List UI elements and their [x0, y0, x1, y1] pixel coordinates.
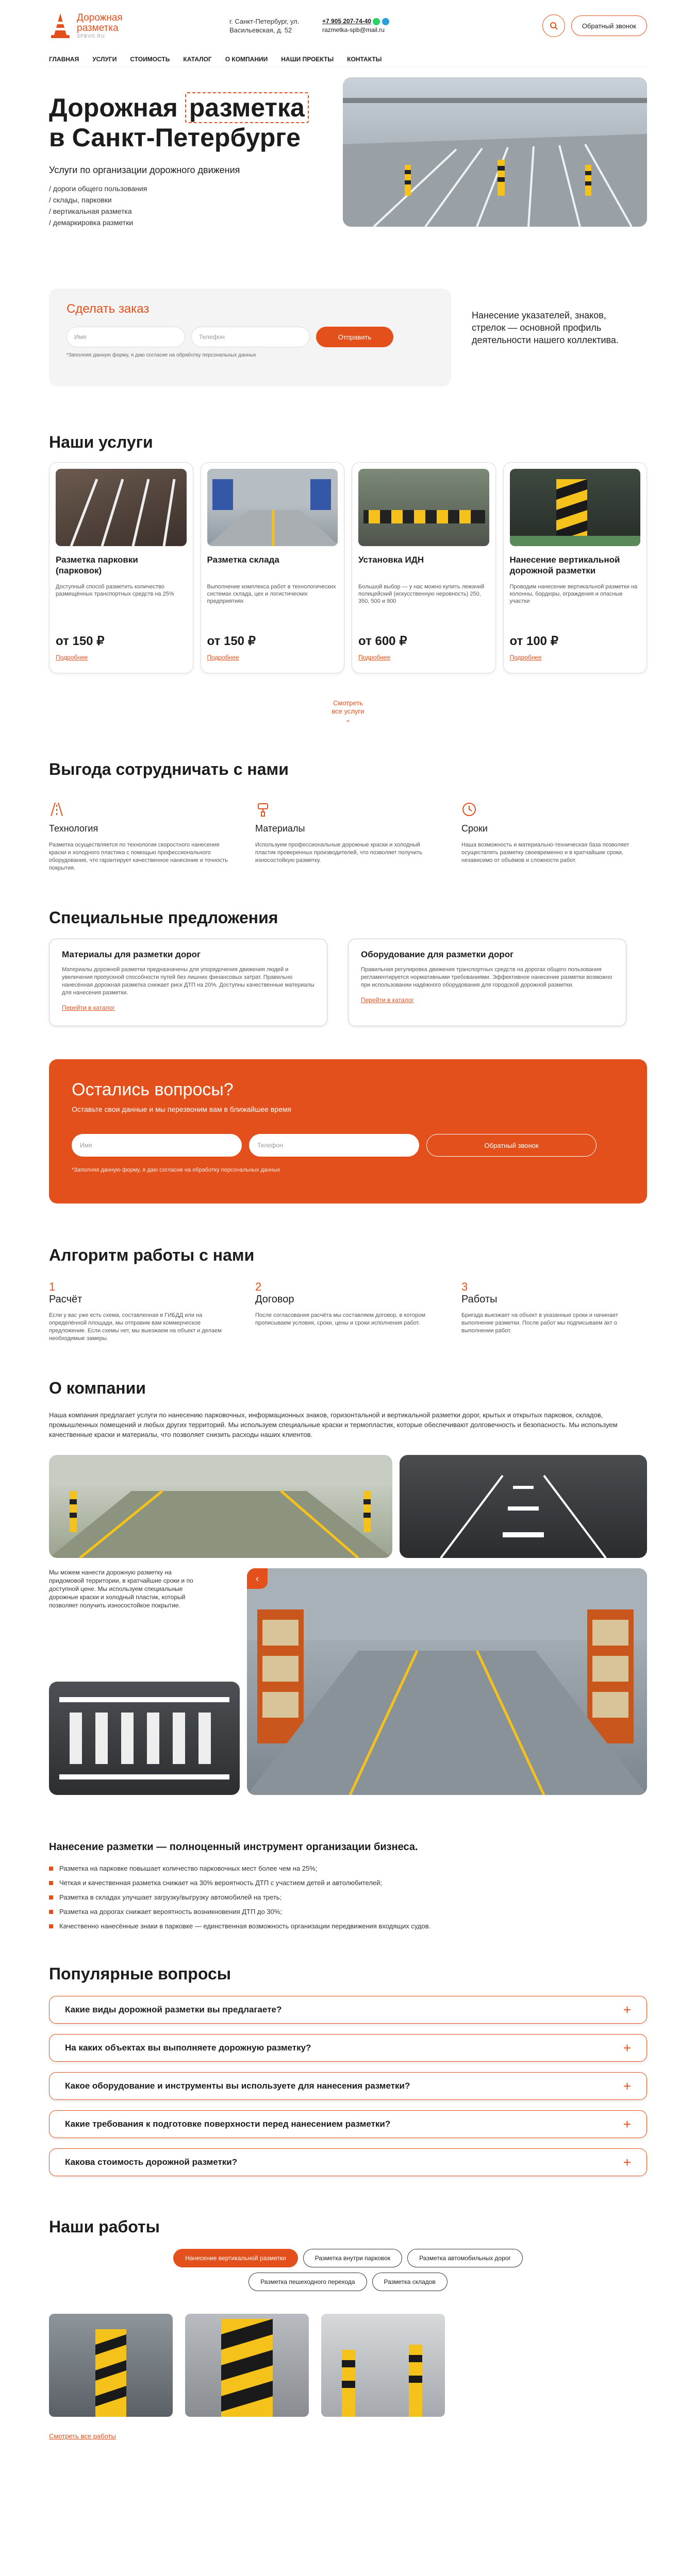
features-title: Нанесение разметки — полноценный инструмент организации бизнеса. [49, 1841, 418, 1853]
algo-step [49, 1280, 235, 1343]
service-card[interactable] [201, 462, 345, 673]
nav-prices[interactable]: СТОИМОСТЬ [130, 55, 170, 63]
questions-form [49, 1059, 647, 1204]
questions-phone-input[interactable]: Телефон [249, 1134, 419, 1157]
service-more-link[interactable]: Подробнее [358, 654, 391, 661]
step-desc: Если у вас уже есть схема, составленная в ГИБДД или на определённой площади, мы отправим вам коммерческое предложение. Если схемы нет, мы выезжаем на объект и делаем необходимые замеры. [49, 1312, 222, 1342]
show-all-services[interactable]: Смотреть все услуги ⌄ [49, 699, 647, 724]
service-card[interactable] [352, 462, 496, 673]
service-title: Разметка склада [207, 555, 279, 565]
search-button[interactable] [542, 14, 565, 37]
works-tab[interactable]: Разметка пешеходного перехода [248, 2273, 367, 2291]
works-title: Наши работы [49, 2217, 160, 2236]
benefit-title: Технология [49, 823, 98, 834]
works-tab[interactable]: Разметка складов [372, 2273, 448, 2291]
nav-contacts[interactable]: КОНТАКТЫ [347, 55, 382, 63]
paint-brush-icon [255, 802, 441, 820]
service-more-link[interactable]: Подробнее [207, 654, 239, 661]
search-icon [550, 22, 558, 30]
main-nav [49, 52, 647, 67]
service-desc: Выполнение комплекса работ в технологических системах склада, цех и логистических предприятиях [207, 584, 336, 604]
service-price: от 100 ₽ [509, 634, 558, 648]
service-price: от 150 ₽ [56, 634, 105, 648]
service-price: от 150 ₽ [207, 634, 256, 648]
offers-title: Специальные предложения [49, 908, 278, 927]
nav-projects[interactable]: НАШИ ПРОЕКТЫ [281, 55, 334, 63]
algo-steps [49, 1280, 647, 1343]
offer-desc: Материалы дорожной разметки предназначены для упорядочения движения людей и увеличения пропускной способности путей без лишних финансовых затрат. Правильно нанесённая дорожная разметка снижает риск ДТП на 20%. Доступны качественные материалы для нанесения разметки. [62, 967, 314, 996]
bullet-icon [49, 1881, 53, 1885]
features [49, 1841, 647, 1934]
work-photo[interactable] [49, 2314, 173, 2417]
about-photo [49, 1455, 392, 1558]
order-submit-button[interactable]: Отправить [316, 327, 393, 347]
benefit-desc: Используем профессиональные дорожные краски и холодный пластик проверенных производителей, что позволяет получить износостойкую разметку. [255, 842, 422, 863]
offer-card [49, 939, 327, 1026]
benefit-item [255, 802, 441, 872]
faq-item[interactable]: Какое оборудование и инструменты вы используете для нанесения разметки? + [49, 2072, 647, 2100]
header [49, 0, 647, 52]
nav-about[interactable]: О КОМПАНИИ [225, 55, 268, 63]
about-overlay-text: Мы можем нанести дорожную разметку на придомовой территории, в кратчайшие сроки и по доступной цене. Мы используем специальные дорожные краски и холодный пластик, который позволяет получить износостойкое покрытие. [49, 1569, 193, 1609]
benefit-item [461, 802, 647, 872]
offer-card [348, 939, 626, 1026]
social-icons [373, 18, 389, 25]
hero-list [49, 183, 338, 228]
faq-item[interactable]: Какие требования к подготовке поверхности перед нанесением разметки? + [49, 2110, 647, 2138]
works-tab[interactable]: Разметка автомобильных дорог [407, 2249, 523, 2267]
algo-step [255, 1280, 441, 1343]
bullet-icon [49, 1910, 53, 1914]
benefit-desc: Наша возможность и материально-техническая база позволяет осуществлять разметку своевременно и в кратчайшие сроки, независимо от объёмов и сложности работ. [461, 842, 629, 863]
service-image [207, 469, 338, 546]
nav-home[interactable]: ГЛАВНАЯ [49, 55, 79, 63]
order-note: *Заполняя данную форму, я даю согласие на обработку персональных данных [67, 352, 256, 358]
faq-title: Популярные вопросы [49, 1964, 231, 1983]
works-tabs [137, 2249, 559, 2291]
about-text: Наша компания предлагает услуги по нанесению парковочных, информационных знаков, горизонтальной и вертикальной разметки дорог, крытых и открытых парковок, складов, промышленных помещений и любых других территорий. Мы используем специальные краски и термопластик, которые обеспечивают долговечность и безопасность. Мы используем качественные краски и материалы, что позволяет снизить расходы наших клиентов. [49, 1411, 618, 1438]
plus-icon: + [623, 2154, 631, 2170]
step-number: 3 [461, 1280, 468, 1293]
feature-item: Разметка на парковке повышает количество парковочных мест более чем на 25%; [49, 1861, 647, 1876]
offer-title: Оборудование для разметки дорог [361, 950, 514, 959]
offers [49, 939, 647, 1026]
step-title: Договор [255, 1294, 294, 1305]
faq-item[interactable]: Какие виды дорожной разметки вы предлагаете? + [49, 1996, 647, 2024]
algo-step [461, 1280, 647, 1343]
about-photo [49, 1682, 240, 1795]
services-title: Наши услуги [49, 433, 153, 451]
algo-title: Алгоритм работы с нами [49, 1246, 255, 1264]
phone-link[interactable]: +7 905 207-74-40 [322, 18, 372, 25]
order-name-input[interactable]: Имя [67, 327, 185, 347]
about-photo [400, 1455, 647, 1558]
hero-list-item: / вертикальная разметка [49, 207, 132, 215]
service-image [510, 469, 641, 546]
feature-item: Разметка в складах улучшает загрузку/выгрузку автомобилей на треть; [49, 1890, 647, 1905]
order-title: Сделать заказ [67, 302, 150, 316]
offer-catalog-link[interactable]: Перейти в каталог [62, 1004, 115, 1011]
offer-title: Материалы для разметки дорог [62, 950, 201, 959]
service-card[interactable] [49, 462, 193, 673]
offer-catalog-link[interactable]: Перейти в каталог [361, 996, 414, 1004]
clock-icon [461, 802, 647, 820]
service-image [358, 469, 489, 546]
about-photo-large [247, 1568, 647, 1795]
chevron-down-icon: ⌄ [345, 716, 351, 723]
order-form [49, 289, 451, 386]
feature-item: Разметка на дорогах снижает вероятность возникновения ДТП до 30%; [49, 1905, 647, 1919]
service-desc: Проводим нанесение вертикальной разметки на колонны, бордюры, ограждения и опасные участки [509, 584, 638, 604]
order-side-text: Нанесение указателей, знаков, стрелок — основной профиль деятельности нашего коллектива. [472, 310, 619, 345]
hero-list-item: / демаркировка разметки [49, 218, 134, 227]
service-more-link[interactable]: Подробнее [56, 654, 88, 661]
feature-item: Четкая и качественная разметка снижает на 30% вероятность ДТП с участием детей и автолюбителей; [49, 1876, 647, 1890]
faq-item[interactable]: Какова стоимость дорожной разметки? + [49, 2148, 647, 2176]
arrow-left-icon[interactable]: ‹ [247, 1568, 268, 1589]
step-desc: После согласования расчёта мы составляем договор, в котором прописываем условия, сроки, цены и сроки исполнения работ. [255, 1312, 426, 1326]
step-title: Работы [461, 1294, 498, 1305]
hero-subtitle: Услуги по организации дорожного движения [49, 165, 240, 175]
questions-subtitle: Оставьте свои данные и мы перезвоним вам в ближайшее время [72, 1105, 292, 1113]
hero-title: Дорожная разметка в Санкт-Петербурге [49, 93, 338, 152]
order-section [49, 289, 647, 386]
bullet-icon [49, 1867, 53, 1871]
service-card[interactable] [503, 462, 648, 673]
plus-icon: + [623, 2078, 631, 2094]
plus-icon: + [623, 2116, 631, 2132]
logo-title: Дорожная разметка [77, 12, 123, 33]
road-icon [49, 802, 235, 820]
telegram-icon[interactable] [382, 18, 389, 25]
faq-list [49, 1996, 647, 2176]
feature-item: Качественно нанесённые знаки в парковке — единственная возможность организации передвижения входящих судов. [49, 1919, 647, 1934]
hero-title-highlight: разметка [185, 92, 309, 123]
hero-list-item: / склады, парковки [49, 196, 112, 204]
benefit-item [49, 802, 235, 872]
cone-icon [49, 12, 72, 39]
works-more-link[interactable]: Смотреть все работы [49, 2432, 116, 2440]
works-tab[interactable]: Нанесение вертикальной разметки [173, 2249, 298, 2267]
whatsapp-icon[interactable] [373, 18, 380, 25]
questions-callback-button[interactable]: Обратный звонок [426, 1134, 596, 1157]
benefits-title: Выгода сотрудничать с нами [49, 760, 289, 778]
questions-name-input[interactable]: Имя [72, 1134, 242, 1157]
about-title: О компании [49, 1379, 146, 1397]
benefit-desc: Разметка осуществляется по технологии скоростного нанесения краски и холодного пластика с помощью профессионального оборудования, что гарантирует качественное нанесение и точность покрытия. [49, 842, 228, 871]
header-contacts [322, 17, 456, 35]
header-address: г. Санкт-Петербург, ул. Васильевская, д. 52 [229, 18, 300, 34]
order-phone-input[interactable]: Телефон [191, 327, 310, 347]
benefits [49, 802, 647, 872]
works-tab[interactable]: Разметка внутри парковок [303, 2249, 402, 2267]
logo-subtitle: SPBVO.RU [77, 33, 105, 39]
logo[interactable] [49, 12, 229, 39]
service-image [56, 469, 187, 546]
step-number: 2 [255, 1280, 262, 1293]
plus-icon: + [623, 2002, 631, 2018]
callback-button[interactable]: Обратный звонок [571, 15, 647, 36]
hero-image [343, 77, 647, 227]
about-gallery [49, 1455, 647, 1852]
benefit-title: Сроки [461, 823, 488, 834]
services-cards [49, 462, 647, 673]
step-desc: Бригада выезжает на объект в указанные сроки и начинает выполнение разметки. После работ мы подписываем акт о выполнении работ. [461, 1312, 618, 1334]
nav-catalog[interactable]: КАТАЛОГ [183, 55, 212, 63]
service-more-link[interactable]: Подробнее [509, 654, 542, 661]
email-link[interactable]: razmetka-spb@mail.ru [322, 26, 385, 33]
hero-list-item: / дороги общего пользования [49, 184, 147, 193]
service-price: от 600 ₽ [358, 634, 407, 648]
plus-icon: + [623, 2040, 631, 2056]
questions-title: Остались вопросы? [72, 1080, 234, 1099]
service-desc: Доступный способ разметить количество размещённых транспортных средств на 25% [56, 584, 174, 597]
step-title: Расчёт [49, 1294, 82, 1305]
hero [49, 77, 647, 258]
benefit-title: Материалы [255, 823, 305, 834]
bullet-icon [49, 1924, 53, 1928]
work-photo[interactable] [321, 2314, 445, 2417]
faq-item[interactable]: На каких объектах вы выполняете дорожную разметку? + [49, 2034, 647, 2062]
works-gallery [49, 2314, 647, 2417]
work-photo[interactable] [185, 2314, 309, 2417]
service-title: Разметка парковки (парковок) [56, 555, 138, 575]
service-title: Нанесение вертикальной дорожной разметки [509, 555, 620, 575]
questions-note: *Заполняя данную форму, я даю согласие на обработку персональных данных [72, 1167, 280, 1173]
bullet-icon [49, 1895, 53, 1900]
step-number: 1 [49, 1280, 56, 1293]
offer-desc: Правильная регулировка движения транспортных средств на дорогах общего пользования регламентируется нормативными требованиями. Эффективное нанесение разметки возможно при использовании надёжного оборудования для городской дорожной разметки. [361, 967, 612, 988]
nav-services[interactable]: УСЛУГИ [92, 55, 117, 63]
service-title: Установка ИДН [358, 555, 424, 565]
service-desc: Большой выбор — у нас можно купить лежачий полицейский (искусственную неровность) 250, 350, 500 и 900 [358, 584, 485, 604]
